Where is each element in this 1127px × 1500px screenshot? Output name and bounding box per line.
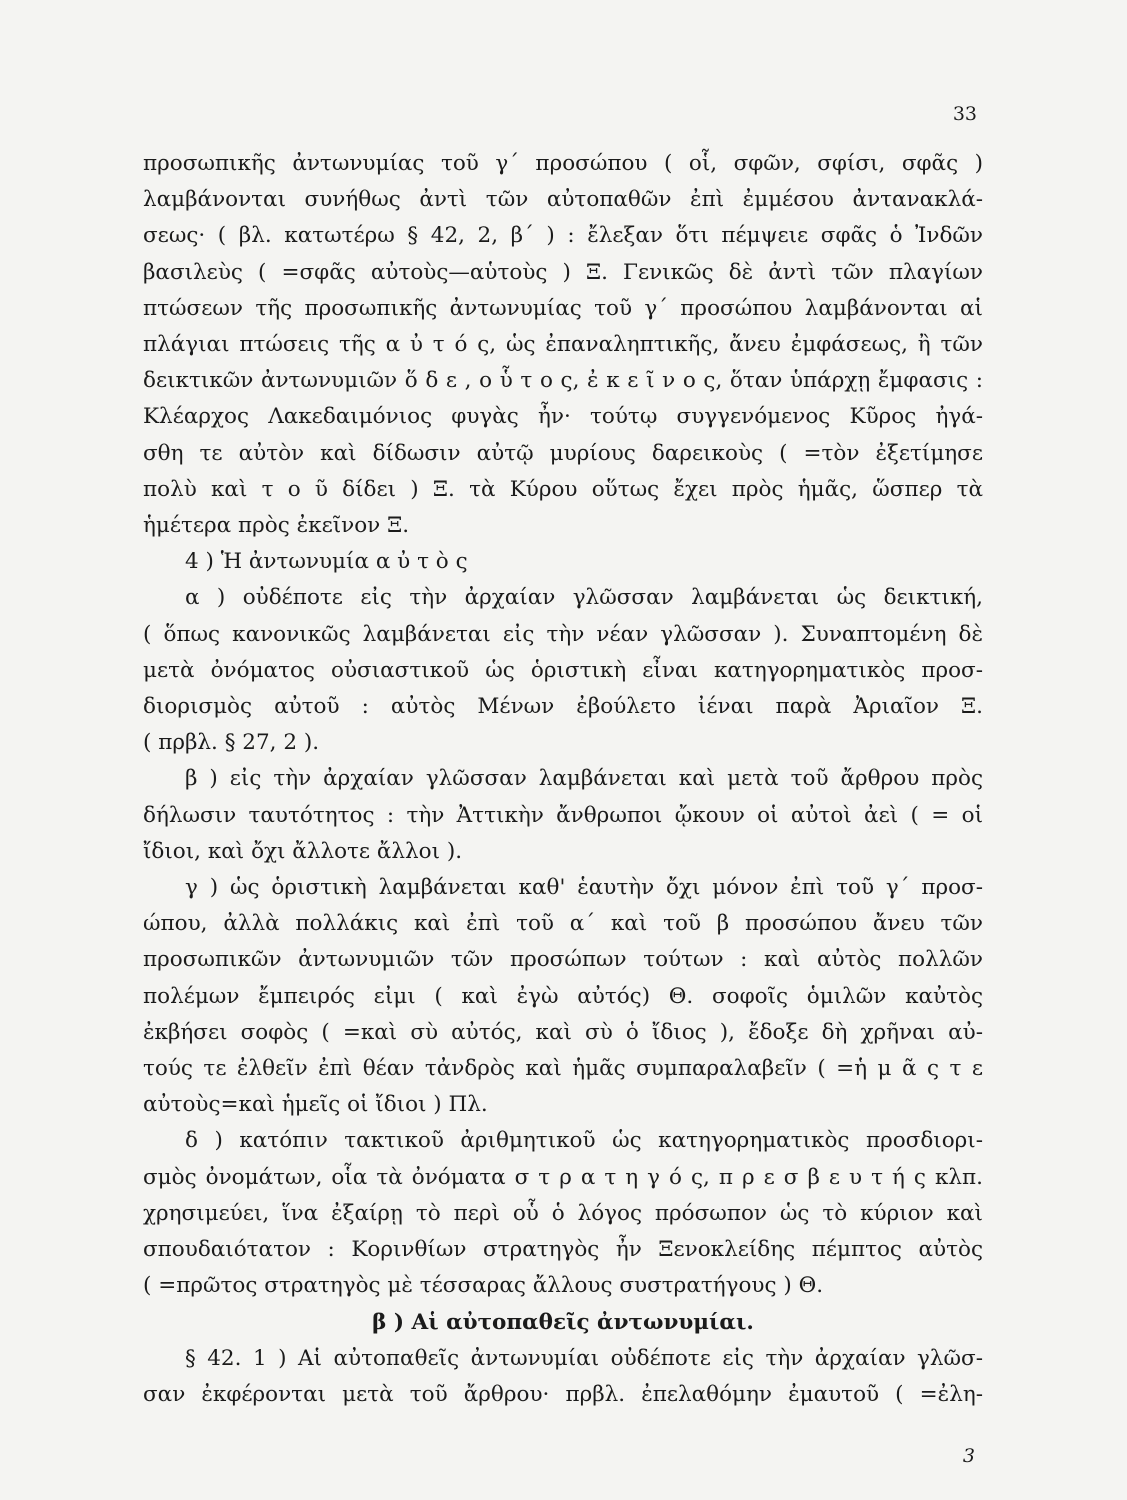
text-line: Κλέαρχος Λακεδαιμόνιος φυγὰς ἦν· τούτῳ συγγενόμενος Κῦρος ἠγά- [143, 404, 983, 430]
text-line: χρησιμεύει, ἵνα ἐξαίρῃ τὸ περὶ οὗ ὁ λόγος πρόσωπον ὡς τὸ κύριον καὶ [143, 1200, 983, 1226]
text-line: β ) εἰς τὴν ἀρχαίαν γλῶσσαν λαμβάνεται καὶ μετὰ τοῦ ἄρθρου πρὸς [185, 766, 983, 792]
text-line: δήλωσιν ταυτότητος : τὴν Ἀττικὴν ἄνθρωποι ᾤκουν οἱ αὐτοὶ ἀεὶ ( = οἱ [143, 802, 983, 828]
text-line: πολέμων ἔμπειρός εἰμι ( καὶ ἐγὼ αὐτός) Θ. σοφοῖς ὁμιλῶν καὐτὸς [143, 983, 983, 1009]
text-line: σεως· ( βλ. κατωτέρω § 42, 2, β΄ ) : ἔλεξαν ὅτι πέμψειε σφᾶς ὁ Ἰνδῶν [143, 223, 983, 249]
text-line: § 42. 1 ) Αἱ αὐτοπαθεῖς ἀντωνυμίαι οὐδέποτε εἰς τὴν ἀρχαίαν γλῶσ- [185, 1345, 983, 1371]
section-heading: 4 ) Ἡ ἀντωνυμία α ὐ τ ὸ ς [185, 549, 468, 575]
text-line: πολὺ καὶ τ ο ῦ δίδει ) Ξ. τὰ Κύρου οὕτως ἔχει πρὸς ἡμᾶς, ὥσπερ τὰ [143, 476, 983, 502]
text-line: μετὰ ὀνόματος οὐσιαστικοῦ ὡς ὁριστικὴ εἶναι κατηγορηματικὸς προσ- [143, 657, 983, 683]
text-line: ώπου, ἀλλὰ πολλάκις καὶ ἐπὶ τοῦ α΄ καὶ τοῦ β προσώπου ἄνευ τῶν [143, 911, 983, 937]
text-line: σαν ἐκφέρονται μετὰ τοῦ ἄρθρου· πρβλ. ἐπελαθόμην ἐμαυτοῦ ( =ἐλη- [143, 1381, 983, 1407]
text-line: πλάγιαι πτώσεις τῆς α ὐ τ ό ς, ὡς ἐπαναληπτικῆς, ἄνευ ἐμφάσεως, ἢ τῶν [143, 332, 983, 358]
text-line: δεικτικῶν ἀντωνυμιῶν ὅ δ ε , ο ὗ τ ο ς, ἐ κ ε ῖ ν ο ς, ὅταν ὑπάρχῃ ἔμφασις : [143, 368, 983, 394]
text-line: προσωπικῶν ἀντωνυμιῶν τῶν προσώπων τούτων : καὶ αὐτὸς πολλῶν [143, 947, 983, 973]
text-line: ( =πρῶτος στρατηγὸς μὲ τέσσαρας ἄλλους συστρατήγους ) Θ. [143, 1273, 824, 1299]
text-line: βασιλεὺς ( =σφᾶς αὐτοὺς—αὑτοὺς ) Ξ. Γενικῶς δὲ ἀντὶ τῶν πλαγίων [143, 259, 983, 285]
text-line: σθη τε αὐτὸν καὶ δίδωσιν αὐτῷ μυρίους δαρεικοὺς ( =τὸν ἐξετίμησε [143, 440, 983, 466]
text-line: ( ὅπως κανονικῶς λαμβάνεται εἰς τὴν νέαν γλῶσσαν ). Συναπτομένη δὲ [143, 621, 983, 647]
text-line: αὐτοὺς=καὶ ἡμεῖς οἱ ἴδιοι ) Πλ. [143, 1092, 488, 1118]
body-text [143, 146, 983, 1413]
text-line: πτώσεων τῆς προσωπικῆς ἀντωνυμίας τοῦ γ΄ προσώπου λαμβάνονται αἱ [143, 295, 983, 321]
text-line: ( πρβλ. § 27, 2 ). [143, 730, 320, 756]
text-line: ἡμέτερα πρὸς ἐκεῖνον Ξ. [143, 513, 410, 539]
text-line: σμὸς ὀνομάτων, οἷα τὰ ὀνόματα σ τ ρ α τ η γ ό ς, π ρ ε σ β ε υ τ ή ς κλπ. [143, 1164, 983, 1190]
text-line: προσωπικῆς ἀντωνυμίας τοῦ γ΄ προσώπου ( οἷ, σφῶν, σφίσι, σφᾶς ) [143, 151, 983, 176]
subsection-heading: β ) Αἱ αὐτοπαθεῖς ἀντωνυμίαι. [372, 1309, 754, 1335]
text-line: ἴδιοι, καὶ ὄχι ἄλλοτε ἄλλοι ). [143, 838, 463, 864]
text-line: δ ) κατόπιν τακτικοῦ ἀριθμητικοῦ ὡς κατηγορηματικὸς προσδιορι- [185, 1128, 983, 1154]
signature-mark: 3 [962, 1445, 975, 1467]
text-line: σπουδαιότατον : Κορινθίων στρατηγὸς ἦν Ξενοκλείδης πέμπτος αὐτὸς [143, 1237, 983, 1263]
text-line: λαμβάνονται συνήθως ἀντὶ τῶν αὐτοπαθῶν ἐπὶ ἐμμέσου ἀντανακλά- [143, 187, 983, 213]
text-line: γ ) ὡς ὁριστικὴ λαμβάνεται καθ' ἑαυτὴν ὄχι μόνον ἐπὶ τοῦ γ΄ προσ- [185, 875, 983, 901]
text-line: τούς τε ἐλθεῖν ἐπὶ θέαν τἀνδρὸς καὶ ἡμᾶς συμπαραλαβεῖν ( =ἡ μ ᾶ ς τ ε [143, 1056, 983, 1082]
text-line: α ) οὐδέποτε εἰς τὴν ἀρχαίαν γλῶσσαν λαμβάνεται ὡς δεικτική, [185, 585, 983, 611]
text-line: ἐκβήσει σοφὸς ( =καὶ σὺ αὐτός, καὶ σὺ ὁ ἴδιος ), ἔδοξε δὴ χρῆναι αὐ- [143, 1019, 983, 1045]
page-number: 33 [952, 103, 977, 125]
text-line: διορισμὸς αὐτοῦ : αὐτὸς Μένων ἐβούλετο ἰέναι παρὰ Ἀριαῖον Ξ. [143, 694, 983, 720]
